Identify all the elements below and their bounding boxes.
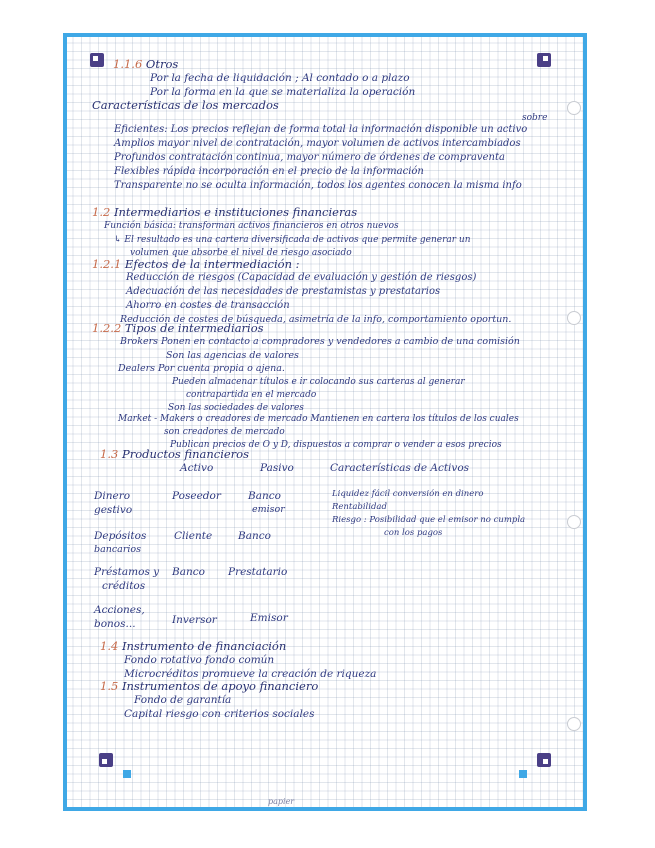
- page-edge-bottom: [63, 807, 587, 811]
- row-label: Acciones,: [94, 604, 145, 616]
- row-label: gestivo: [94, 504, 133, 516]
- text-line: Son las sociedades de valores: [168, 403, 304, 413]
- row-label: bonos...: [94, 618, 136, 630]
- text-line: Reducción de riesgos (Capacidad de evaluación y gestión de riesgos): [126, 272, 477, 283]
- heading-caracteristicas: Características de los mercados: [92, 98, 279, 112]
- section-number: 1.2.1: [92, 257, 122, 271]
- text-line: son creadores de mercado: [164, 427, 285, 437]
- text-line: contrapartida en el mercado: [186, 390, 317, 400]
- scan-square-left: [123, 770, 131, 778]
- text-line: Reducción de costes de búsqueda, asimetría de la info, comportamiento oportun.: [120, 314, 512, 325]
- column-header-activo: Activo: [180, 462, 214, 474]
- table-cell: Poseedor: [172, 490, 221, 502]
- heading-1-1-6: [113, 58, 178, 70]
- table-cell: Banco: [172, 566, 205, 578]
- scan-square-right: [519, 770, 527, 778]
- row-label: bancarios: [94, 544, 142, 555]
- section-title: Efectos de la intermediación :: [124, 257, 300, 271]
- table-cell: Rentabilidad: [332, 502, 387, 512]
- text-line: Profundos contratación continua, mayor número de órdenes de compraventa: [114, 152, 505, 163]
- text-annotation: sobre: [522, 113, 548, 123]
- text-line: Por la fecha de liquidación ; Al contado o a plazo: [150, 72, 410, 84]
- text-line: Fondo rotativo fondo común: [124, 654, 275, 666]
- column-header-pasivo: Pasivo: [260, 462, 294, 474]
- corner-marker-bottom-left: [99, 753, 113, 767]
- page-edge-right: [583, 33, 587, 811]
- table-cell: Prestatario: [228, 566, 288, 578]
- text-line: Brokers Ponen en contacto a compradores y vendedores a cambio de una comisión: [120, 336, 520, 347]
- row-label: Dinero: [94, 490, 131, 502]
- section-title: Tipos de intermediarios: [124, 321, 264, 335]
- page-edge-left: [63, 33, 67, 811]
- text-line: Por la forma en la que se materializa la operación: [150, 86, 416, 98]
- text-line: Eficientes: Los precios reflejan de forma total la información disponible un activo: [114, 124, 528, 135]
- text-line: Pueden almacenar títulos e ir colocando sus carteras al generar: [172, 377, 465, 387]
- binder-hole: [567, 717, 581, 731]
- text-line: ↳ El resultado es una cartera diversificada de activos que permite generar un: [114, 235, 471, 245]
- text-line: Dealers Por cuenta propia o ajena.: [118, 363, 285, 374]
- table-cell: Emisor: [250, 612, 288, 624]
- row-label: Préstamos y: [94, 566, 160, 578]
- binder-hole: [567, 311, 581, 325]
- heading-1-5: [100, 680, 318, 692]
- corner-marker-top-right: [537, 53, 551, 67]
- text-line: Transparente no se oculta información, todos los agentes conocen la misma info: [114, 180, 522, 191]
- binder-hole: [567, 101, 581, 115]
- text-line: Capital riesgo con criterios sociales: [124, 708, 315, 720]
- column-header-caracteristicas: Características de Activos: [330, 462, 470, 474]
- row-label: Depósitos: [94, 530, 147, 542]
- text-line: Son las agencias de valores: [166, 350, 299, 361]
- section-title: Instrumento de financiación: [121, 639, 287, 653]
- text-line: Ahorro en costes de transacción: [126, 300, 290, 311]
- table-cell: Inversor: [172, 614, 217, 626]
- table-cell: Cliente: [174, 530, 213, 542]
- section-title: Otros: [145, 57, 179, 71]
- table-cell: Liquidez fácil conversión en dinero: [332, 489, 484, 499]
- section-number: 1.2.2: [92, 321, 122, 335]
- corner-marker-top-left: [90, 53, 104, 67]
- heading-1-4: [100, 640, 286, 652]
- text-line: volumen que absorbe el nivel de riesgo asociado: [130, 248, 352, 258]
- section-title: Instrumentos de apoyo financiero: [121, 679, 319, 693]
- table-cell: con los pagos: [384, 528, 443, 538]
- heading-1-2-1: [92, 258, 300, 270]
- text-line: Microcréditos promueve la creación de riqueza: [124, 668, 377, 680]
- section-title: Productos financieros: [121, 447, 250, 461]
- text-line: Amplios mayor nivel de contratación, mayor volumen de activos intercambiados: [114, 138, 521, 149]
- text-line: Adecuación de las necesidades de prestamistas y prestatarios: [126, 286, 441, 297]
- section-title: Intermediarios e instituciones financieras: [113, 205, 358, 219]
- heading-1-2: [92, 206, 357, 218]
- binder-hole: [567, 515, 581, 529]
- text-line: Publican precios de O y D, dispuestos a comprar o vender a esos precios: [170, 440, 502, 450]
- table-cell: Banco: [248, 490, 281, 502]
- text-line: Función básica: transforman activos financieros en otros nuevos: [104, 221, 399, 231]
- table-cell: Riesgo : Posibilidad que el emisor no cumpla: [332, 515, 526, 525]
- section-number: 1.1.6: [113, 57, 143, 71]
- row-label: créditos: [102, 580, 146, 592]
- text-line: Market - Makers o creadores de mercado Mantienen en cartera los títulos de los cuales: [118, 414, 519, 424]
- corner-marker-bottom-right: [537, 753, 551, 767]
- section-number: 1.3: [100, 447, 119, 461]
- section-number: 1.4: [100, 639, 119, 653]
- footer-brand: papier: [268, 797, 295, 806]
- heading-1-2-2: [92, 322, 264, 334]
- page-edge-top: [63, 33, 587, 37]
- table-cell: emisor: [252, 504, 285, 515]
- text-line: Flexibles rápida incorporación en el precio de la información: [114, 166, 424, 177]
- section-number: 1.5: [100, 679, 119, 693]
- heading-1-3: [100, 448, 249, 460]
- table-cell: Banco: [238, 530, 271, 542]
- text-line: Fondo de garantía: [134, 694, 232, 706]
- section-number: 1.2: [92, 205, 111, 219]
